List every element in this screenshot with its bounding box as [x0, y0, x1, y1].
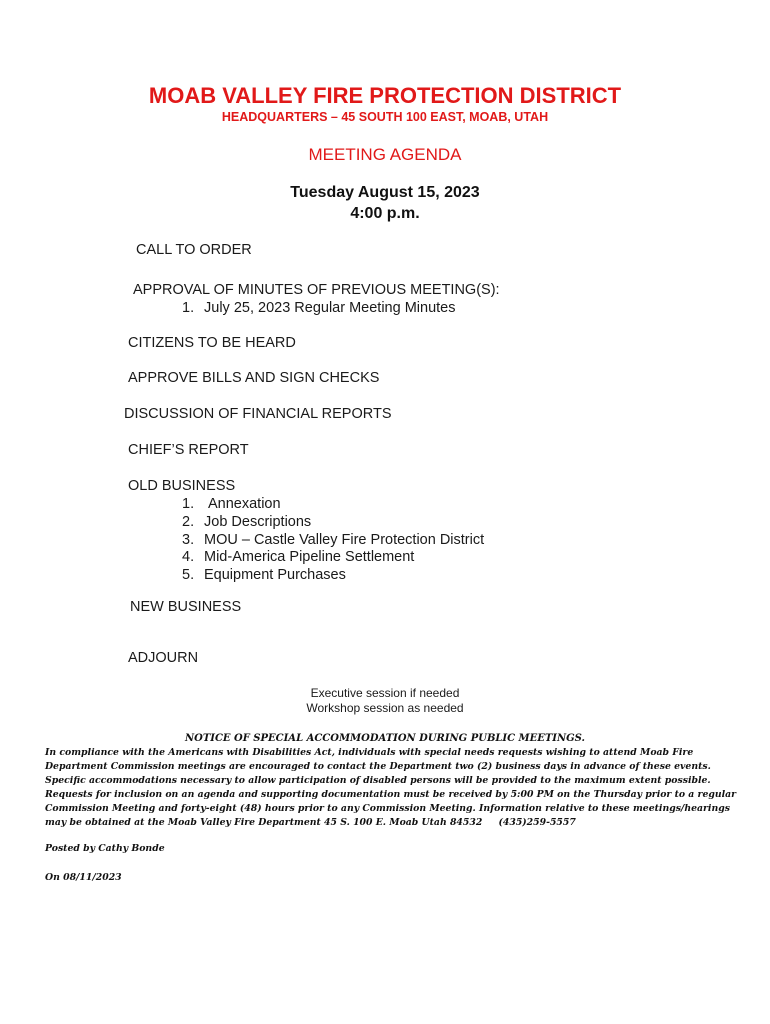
- list-item-text: Annexation: [208, 496, 281, 512]
- agenda-item-old-business: OLD BUSINESS: [128, 478, 236, 494]
- list-item: [182, 514, 311, 530]
- list-item-text: MOU – Castle Valley Fire Protection District: [204, 532, 485, 548]
- meeting-time: 4:00 p.m.: [350, 205, 420, 222]
- list-item: [182, 496, 281, 512]
- list-item: [182, 567, 346, 583]
- notice-line: may be obtained at the Moab Valley Fire Department 45 S. 100 E. Moab Utah 84532 (435)259-5557: [45, 816, 576, 828]
- agenda-item-approval-of-minutes: APPROVAL OF MINUTES OF PREVIOUS MEETING(S):: [133, 282, 500, 298]
- notice-line: Specific accommodations necessary to allow participation of disabled persons will be provided to the maximum extent possible.: [45, 774, 711, 786]
- notice-line: In compliance with the Americans with Disabilities Act, individuals with special needs requests wishing to attend Moab Fire: [45, 747, 694, 758]
- list-item-text: Equipment Purchases: [204, 567, 346, 583]
- notice-line: Requests for inclusion on an agenda and supporting documentation must be received by 5:00 PM on the Thursday prior to a regular: [45, 788, 737, 800]
- posted-on-date: On 08/11/2023: [45, 872, 122, 883]
- agenda-item-chiefs-report: CHIEF’S REPORT: [128, 442, 249, 458]
- notice-body: [45, 746, 735, 829]
- meeting-date: Tuesday August 15, 2023: [290, 184, 480, 201]
- agenda-item-call-to-order: CALL TO ORDER: [136, 242, 252, 258]
- headquarters-address: HEADQUARTERS – 45 SOUTH 100 EAST, MOAB, UTAH: [221, 110, 549, 124]
- list-item-text: July 25, 2023 Regular Meeting Minutes: [204, 300, 456, 316]
- workshop-session-note: Workshop session as needed: [306, 701, 464, 715]
- notice-line: Department Commission meetings are encouraged to contact the Department two (2) business days in advance of these events.: [45, 760, 711, 772]
- list-item-number: 1.: [182, 496, 195, 512]
- list-item-text: Mid-America Pipeline Settlement: [204, 549, 415, 565]
- meeting-agenda-heading: MEETING AGENDA: [308, 145, 462, 164]
- agenda-item-bills: APPROVE BILLS AND SIGN CHECKS: [128, 370, 380, 386]
- list-item: [182, 300, 455, 316]
- posted-by: Posted by Cathy Bonde: [45, 843, 165, 854]
- agenda-item-financial: DISCUSSION OF FINANCIAL REPORTS: [124, 406, 392, 422]
- list-item-number: 2.: [182, 514, 195, 530]
- agenda-item-citizens: CITIZENS TO BE HEARD: [128, 335, 296, 351]
- agenda-item-new-business: NEW BUSINESS: [130, 599, 242, 615]
- notice-line: Commission Meeting and forty-eight (48) hours prior to any Commission Meeting. Information relative to these meetings/hearings: [45, 802, 730, 814]
- executive-session-note: Executive session if needed: [310, 686, 460, 700]
- list-item: [182, 532, 484, 548]
- list-item-number: 1.: [182, 300, 195, 316]
- list-item: [182, 549, 414, 565]
- notice-heading: NOTICE OF SPECIAL ACCOMMODATION DURING PUBLIC MEETINGS.: [184, 733, 585, 744]
- list-item-text: Job Descriptions: [204, 514, 312, 530]
- list-item-number: 5.: [182, 567, 195, 583]
- list-item-number: 3.: [182, 532, 195, 548]
- district-title: MOAB VALLEY FIRE PROTECTION DISTRICT: [148, 83, 622, 108]
- agenda-item-adjourn: ADJOURN: [128, 650, 199, 666]
- list-item-number: 4.: [182, 549, 195, 565]
